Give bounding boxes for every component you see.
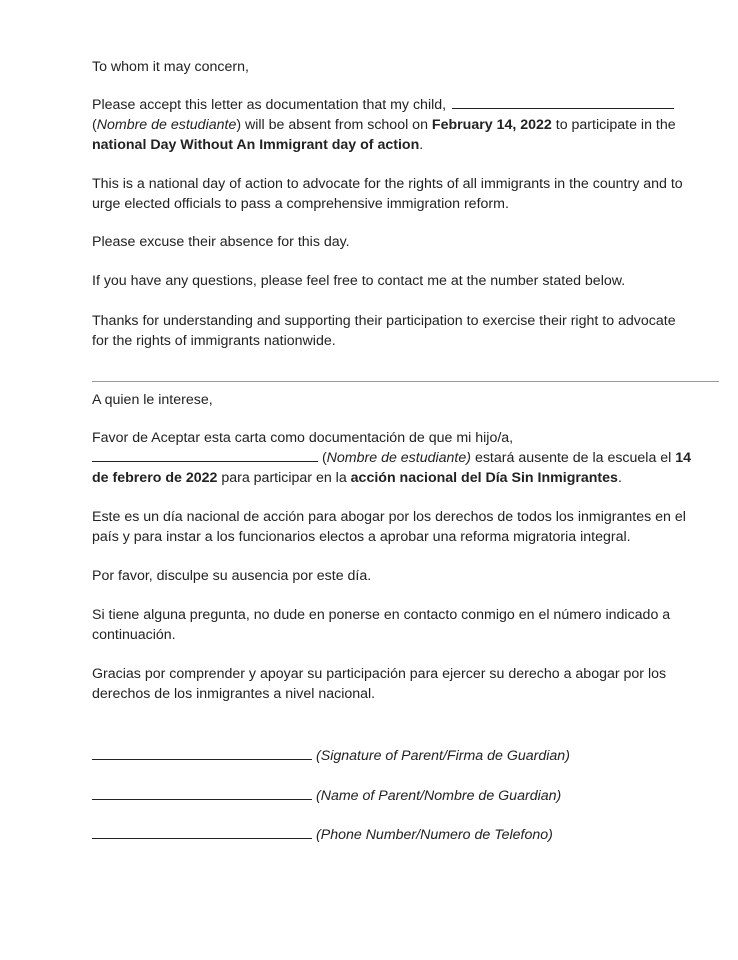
- open-paren-es: (: [318, 450, 327, 466]
- english-p1-mid: ) will be absent from school on: [236, 117, 432, 133]
- spanish-p1-after-date: para participar en la: [217, 470, 351, 486]
- spanish-event-name: acción nacional del Día Sin Inmigrantes: [350, 470, 618, 486]
- spanish-date-day: 14: [675, 450, 692, 466]
- section-divider: [92, 381, 719, 382]
- period-es: .: [617, 470, 622, 486]
- spanish-p1-mid: estará ausente de la escuela el: [471, 450, 676, 466]
- english-paragraph-2: [92, 174, 722, 214]
- spanish-p2-line1: Este es un día nacional de acción para abogar por los derechos de todos los inmigrantes en el: [92, 509, 686, 525]
- english-paragraph-3: Please excuse their absence for this day.: [92, 234, 350, 250]
- phone-number-field[interactable]: [92, 825, 553, 845]
- english-paragraph-1: [92, 95, 722, 155]
- english-p2-line1: This is a national day of action to advocate for the rights of all immigrants in the country and to: [92, 176, 683, 192]
- parent-name-blank[interactable]: [92, 786, 312, 800]
- english-p5-line1: Thanks for understanding and supporting their participation to exercise their right to advocate: [92, 313, 676, 329]
- spanish-p1-line1: Favor de Aceptar esta carta como documentación de que mi hijo/a,: [92, 430, 514, 446]
- period: .: [419, 137, 424, 153]
- spanish-p5-line2: derechos de los inmigrantes a nivel nacional.: [92, 686, 376, 702]
- child-name-blank[interactable]: [452, 95, 674, 109]
- student-name-label: Nombre de estudiante: [96, 117, 237, 133]
- spanish-p4-line1: Si tiene alguna pregunta, no dude en ponerse en contacto conmigo en el número indicado a: [92, 607, 671, 623]
- phone-number-label: (Phone Number/Numero de Telefono): [316, 827, 553, 843]
- english-greeting: To whom it may concern,: [92, 59, 249, 75]
- signature-blank[interactable]: [92, 746, 312, 760]
- signature-field[interactable]: [92, 746, 570, 766]
- spanish-greeting: A quien le interese,: [92, 392, 213, 408]
- spanish-paragraph-4: [92, 605, 722, 645]
- spanish-paragraph-3: Por favor, disculpe su ausencia por este día.: [92, 568, 372, 584]
- spanish-paragraph-1: [92, 428, 722, 488]
- parent-name-label: (Name of Parent/Nombre de Guardian): [316, 788, 562, 804]
- spanish-paragraph-2: [92, 507, 722, 547]
- hijo-name-blank[interactable]: [92, 448, 318, 462]
- english-p1-line1: Please accept this letter as documentation that my child,: [92, 97, 447, 113]
- signature-label: (Signature of Parent/Firma de Guardian): [316, 748, 570, 764]
- english-paragraph-4: If you have any questions, please feel free to contact me at the number stated below.: [92, 273, 626, 289]
- english-event-name: national Day Without An Immigrant day of action: [92, 137, 420, 153]
- spanish-paragraph-5: [92, 664, 722, 704]
- spanish-p5-line1: Gracias por comprender y apoyar su participación para ejercer su derecho a abogar por los: [92, 666, 667, 682]
- spanish-p4-line2: continuación.: [92, 627, 176, 643]
- english-paragraph-5: [92, 311, 722, 351]
- english-p1-after-date: to participate in the: [551, 117, 676, 133]
- open-paren: (: [92, 117, 97, 133]
- english-p2-line2: urge elected officials to pass a comprehensive immigration reform.: [92, 196, 509, 212]
- spanish-date-rest: de febrero de 2022: [92, 470, 218, 486]
- parent-name-field[interactable]: [92, 786, 561, 806]
- nombre-estudiante-label: Nombre de estudiante): [326, 450, 471, 466]
- english-p5-line2: for the rights of immigrants nationwide.: [92, 333, 336, 349]
- english-date: February 14, 2022: [431, 117, 552, 133]
- phone-number-blank[interactable]: [92, 825, 312, 839]
- spanish-p2-line2: país y para instar a los funcionarios electos a aprobar una reforma migratoria integral.: [92, 529, 631, 545]
